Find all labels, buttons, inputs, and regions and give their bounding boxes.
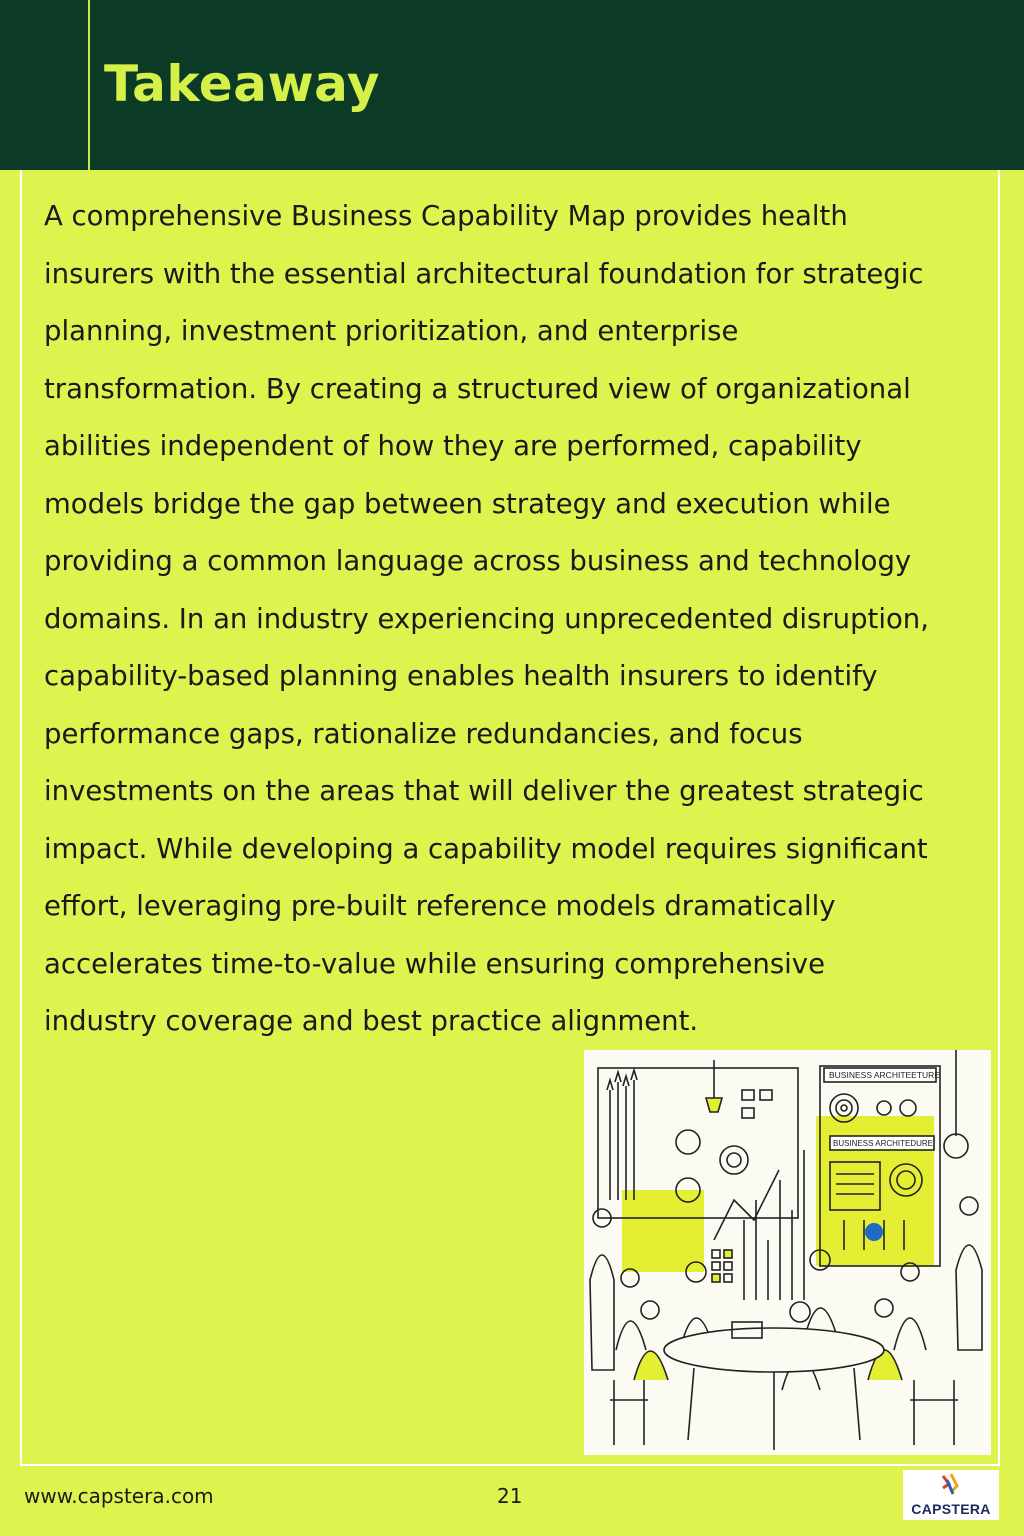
sign-board-text: BUSINESS ARCHITEDURE bbox=[833, 1139, 934, 1148]
capstera-logo bbox=[903, 1470, 999, 1520]
footer-url[interactable]: www.capstera.com bbox=[24, 1484, 214, 1508]
header-bar bbox=[0, 0, 1024, 170]
header-divider bbox=[88, 0, 90, 170]
takeaway-paragraph: A comprehensive Business Capability Map provides health insurers with the essential architectural foundation for strategic planning, investment prioritization, and enterprise transformation. By creating a structured view of organizational abilities independent of how they are performed, capability models bridge the gap between strategy and execution while providing a common language across business and technology domains. In an industry experiencing unprecedented disruption, capability-based planning enables health insurers to identify performance gaps, rationalize redundancies, and focus investments on the areas that will deliver the greatest strategic impact. While developing a capability model requires significant effort, leveraging pre-built reference models dramatically accelerates time-to-value while ensuring comprehensive industry coverage and best practice alignment. bbox=[44, 200, 929, 1037]
page-number: 21 bbox=[497, 1484, 523, 1508]
sign-top-text: BUSINESS ARCHITEETURE bbox=[829, 1070, 940, 1080]
capstera-logo-icon bbox=[903, 1470, 999, 1500]
logo-text: CAPSTERA bbox=[911, 1501, 991, 1517]
page-title: Takeaway bbox=[104, 55, 380, 113]
business-architecture-illustration bbox=[584, 1050, 991, 1455]
